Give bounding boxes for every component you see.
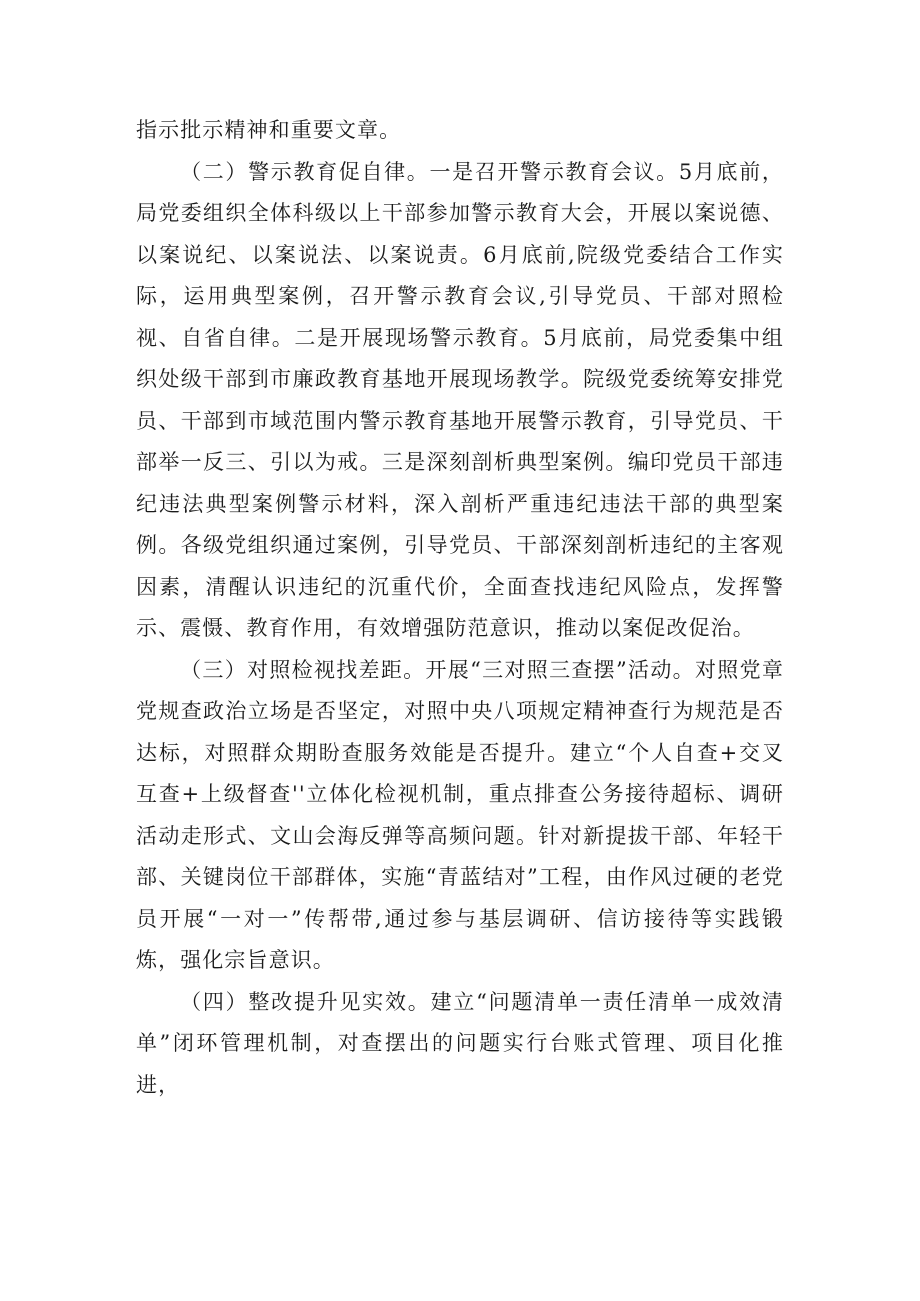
document-body [136, 110, 784, 1106]
paragraph-self-inspection: （三）对照检视找差距。开展“三对照三查摆”活动。对照党章党规查政治立场是否坚定，对照中央八项规定精神查行为规范是否达标，对照群众期盼查服务效能是否提升。建立“个人自查+交叉互查+上级督查''立体化检视机制，重点排查公务接待超标、调研活动走形式、文山会海反弹等高频问题。针对新提拔干部、年轻干部、关键岗位干部群体，实施“青蓝结对”工程，由作风过硬的老党员开展“一对一”传帮带,通过参与基层调研、信访接待等实践锻炼，强化宗旨意识。 [136, 657, 784, 972]
paragraph-warning-education: （二）警示教育促自律。一是召开警示教育会议。5月底前，局党委组织全体科级以上干部参加警示教育大会，开展以案说德、以案说纪、以案说法、以案说责。6月底前,院级党委结合工作实际，运用典型案例，召开警示教育会议,引导党员、干部对照检视、自省自律。二是开展现场警示教育。5月底前，局党委集中组织处级干部到市廉政教育基地开展现场教学。院级党委统筹安排党员、干部到市域范围内警示教育基地开展警示教育，引导党员、干部举一反三、引以为戒。三是深刻剖析典型案例。编印党员干部违纪违法典型案例警示材料，深入剖析严重违纪违法干部的典型案例。各级党组织通过案例，引导党员、干部深刻剖析违纪的主客观因素，清醒认识违纪的沉重代价，全面查找违纪风险点，发挥警示、震慑、教育作用，有效增强防范意识，推动以案促改促治。 [136, 159, 784, 640]
paragraph-rectification: （四）整改提升见实效。建立“问题清单一责任清单一成效清单”闭环管理机制，对查摆出的问题实行台账式管理、项目化推进， [136, 989, 784, 1097]
paragraph-continuation: 指示批示精神和重要文章。 [136, 118, 402, 142]
